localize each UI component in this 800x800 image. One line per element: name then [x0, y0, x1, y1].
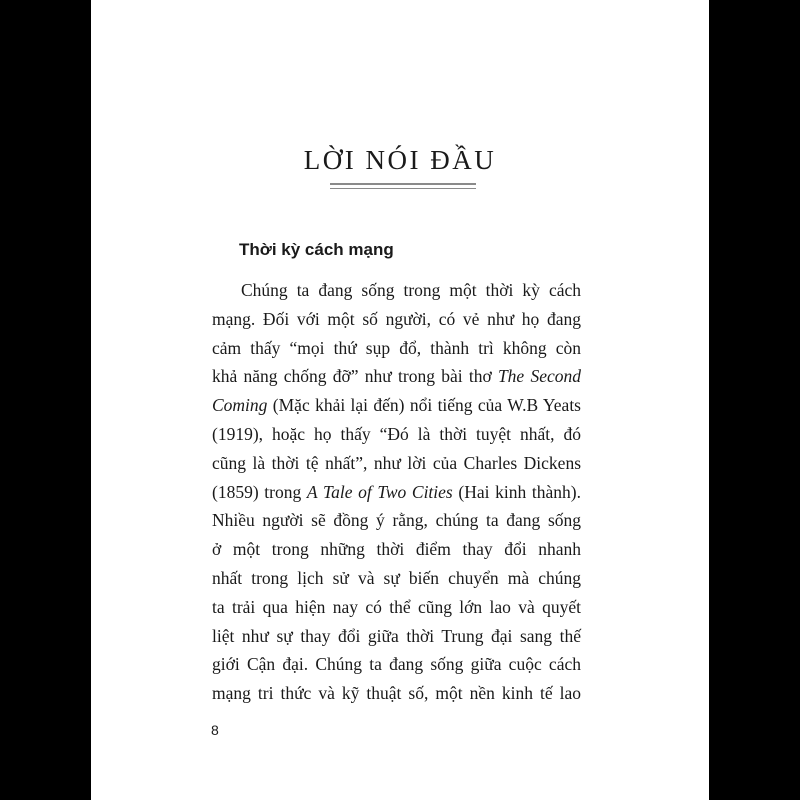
italic-title-text: Coming	[212, 395, 268, 416]
body-text-run: cũng là thời tệ nhất”, như lời của Charles Dickens	[212, 452, 581, 473]
body-line	[212, 593, 581, 622]
body-text-run: (1919), hoặc họ thấy “Đó là thời tuyệt nhất, đó	[212, 423, 581, 444]
right-dark-margin	[709, 0, 800, 800]
body-line	[212, 478, 581, 507]
body-text-run: liệt như sự thay đổi giữa thời Trung đại sang thế	[212, 625, 581, 646]
body-line	[212, 622, 581, 651]
page-number: 8	[211, 722, 219, 738]
chapter-title: LỜI NÓI ĐẦU	[303, 145, 497, 175]
body-line	[212, 276, 581, 305]
body-line	[212, 420, 581, 449]
body-line	[212, 650, 581, 679]
italic-title-text: A Tale of Two Cities	[306, 481, 453, 502]
body-text-run: Chúng ta đang sống trong một thời kỳ cách	[241, 280, 581, 300]
body-text-run: (Mặc khải lại đến) nổi tiếng của W.B Yeats	[267, 395, 581, 416]
body-text-run: ở một trong những thời điểm thay đổi nhanh	[212, 539, 581, 560]
body-line	[212, 535, 581, 564]
body-text-run: giới Cận đại. Chúng ta đang sống giữa cuộc cách	[212, 654, 581, 675]
body-line	[212, 564, 581, 593]
body-text-run: ta trải qua hiện nay có thể cũng lớn lao và quyết	[212, 596, 581, 617]
left-dark-margin	[0, 0, 91, 800]
body-text-run: (1859) trong	[212, 481, 307, 502]
title-underline-bottom	[330, 188, 476, 189]
body-line	[212, 305, 581, 334]
body-text-run: nhất trong lịch sử và sự biến chuyển mà chúng	[212, 567, 581, 588]
title-underline-top	[330, 183, 476, 185]
body-text-run: Nhiều người sẽ đồng ý rằng, chúng ta đang sống	[212, 510, 581, 531]
section-heading: Thời kỳ cách mạng	[239, 240, 394, 259]
body-text-run: khả năng chống đỡ” như trong bài thơ	[212, 366, 498, 387]
italic-title-text: The Second	[497, 366, 581, 387]
body-line	[212, 506, 581, 535]
body-line	[212, 334, 581, 363]
body-text-run: mạng. Đối với một số người, có vẻ như họ đang	[212, 308, 581, 329]
body-line	[212, 362, 581, 391]
body-line	[212, 449, 581, 478]
body-text-run: cảm thấy “mọi thứ sụp đổ, thành trì không còn	[212, 337, 581, 358]
book-page	[91, 0, 709, 800]
body-text-run: mạng tri thức và kỹ thuật số, một nền kinh tế lao	[212, 683, 581, 704]
body-line	[212, 679, 581, 708]
body-paragraph	[212, 276, 581, 708]
body-line	[212, 391, 581, 420]
body-text-run: (Hai kinh thành).	[452, 481, 581, 502]
